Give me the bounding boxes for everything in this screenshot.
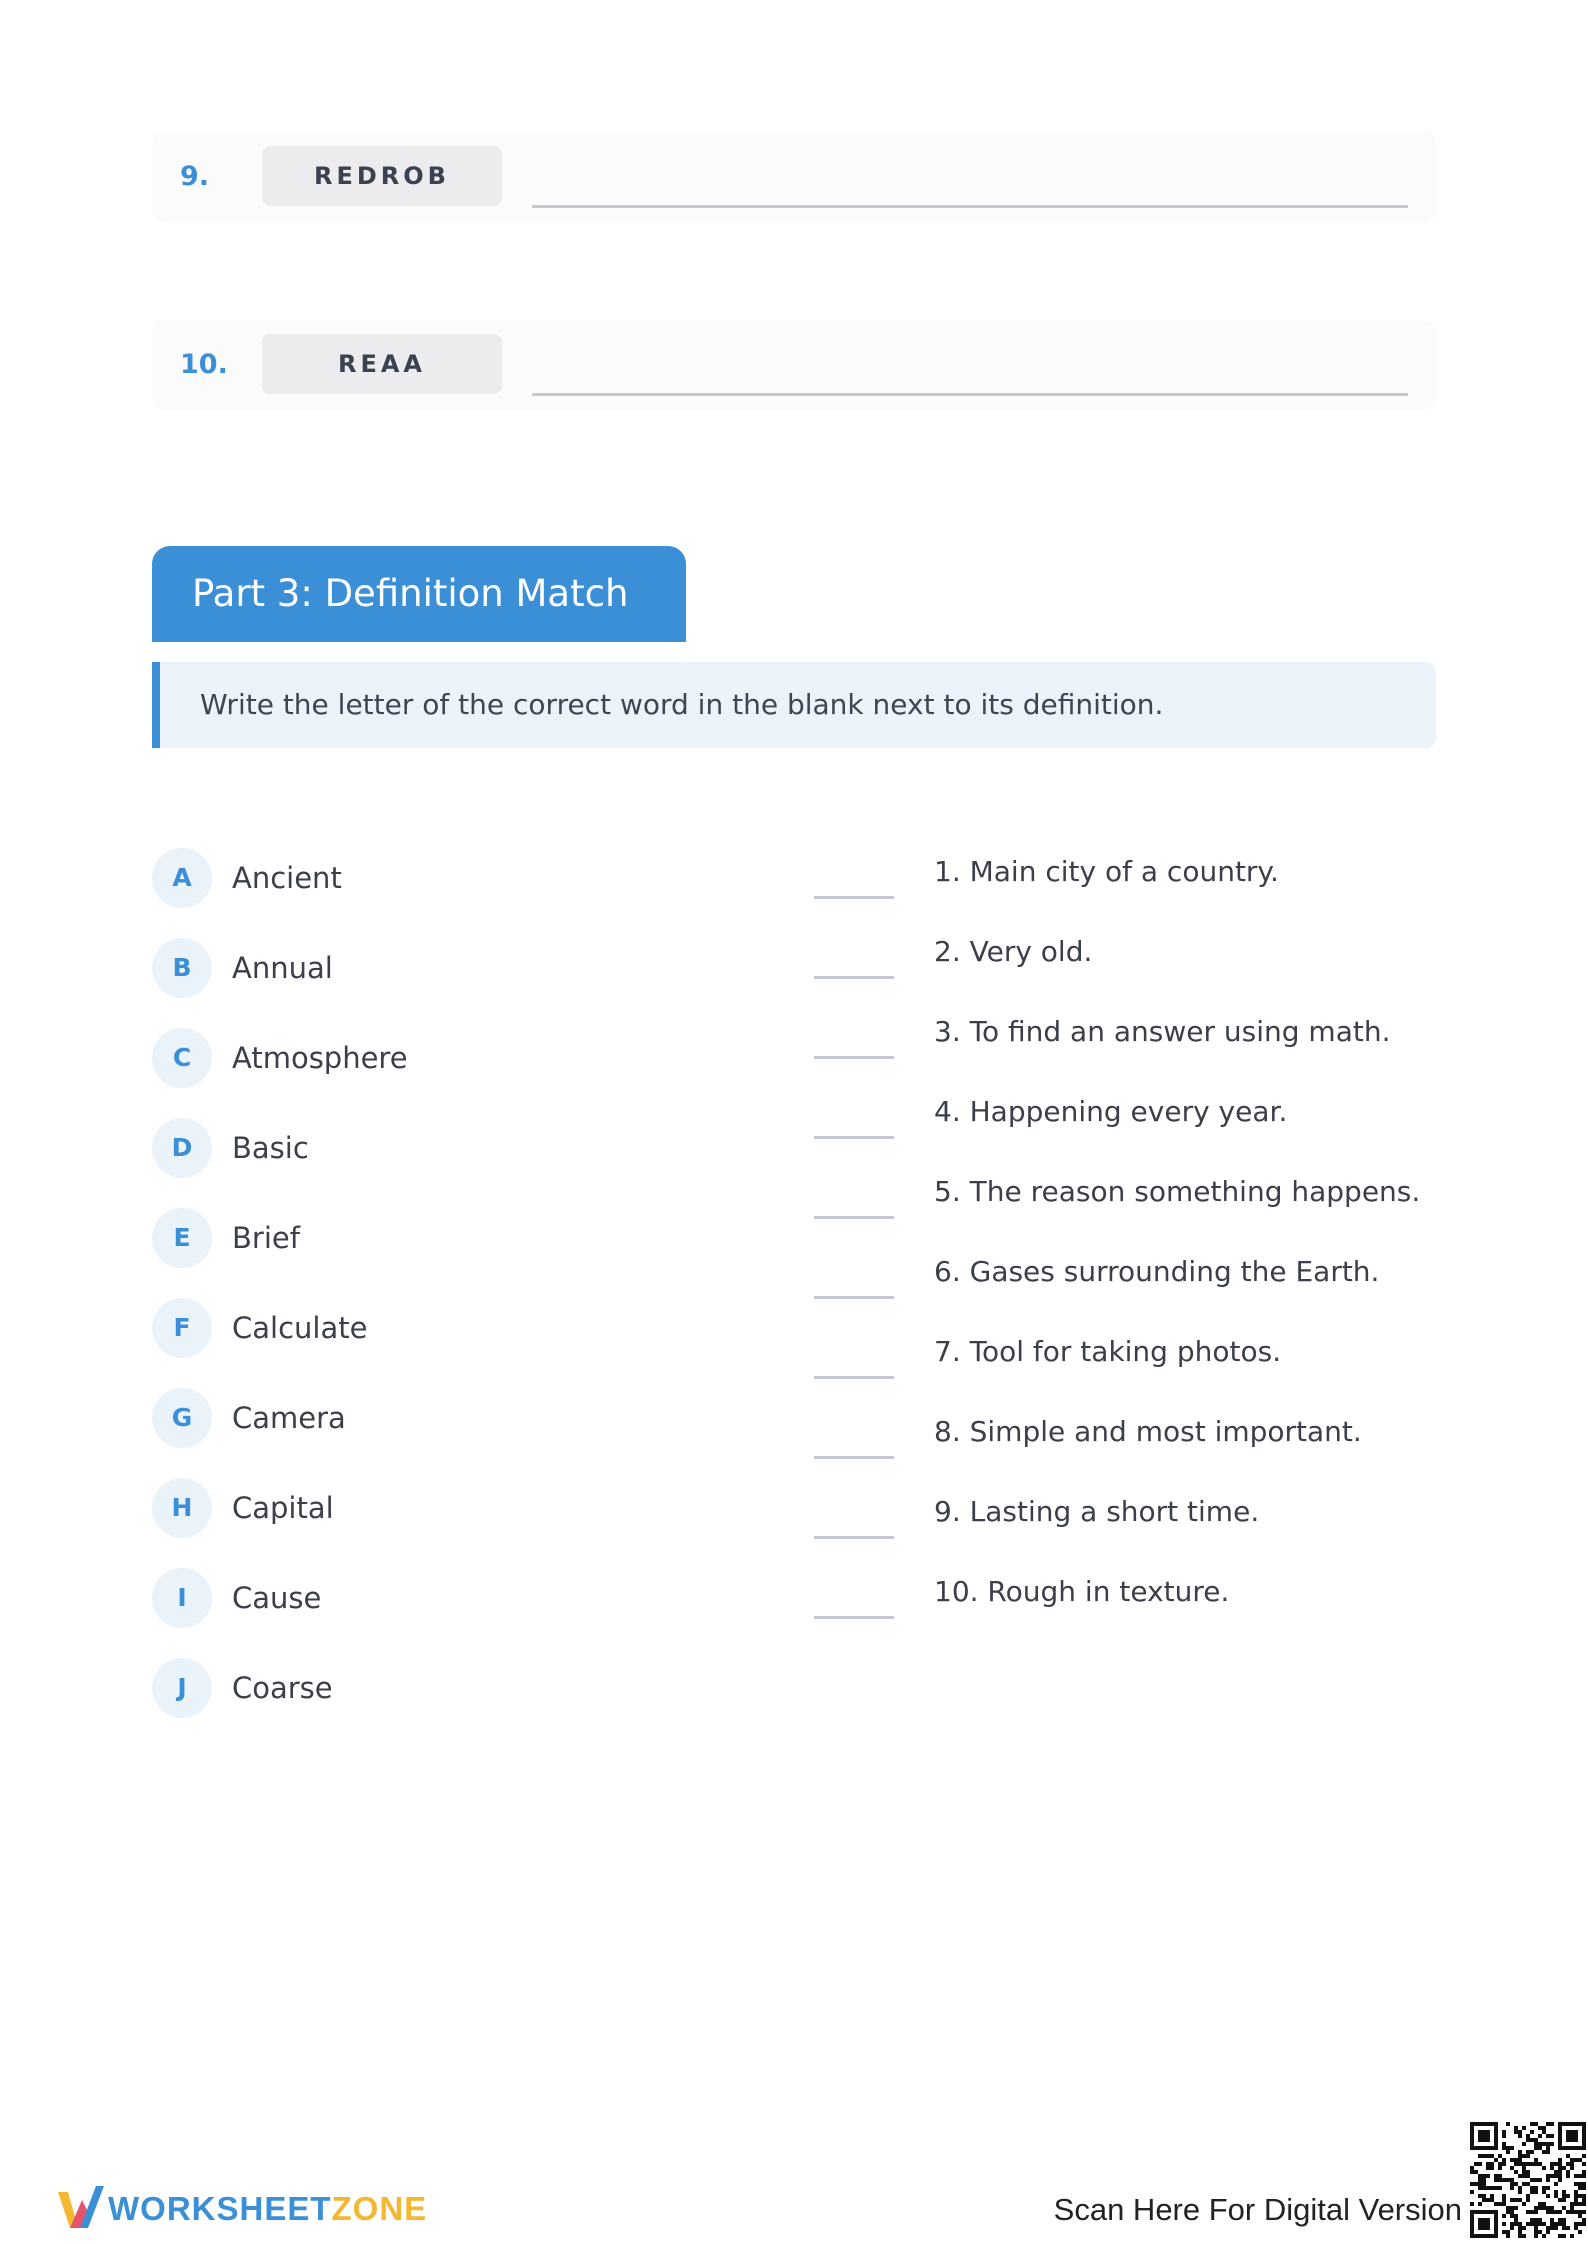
letter-badge: G bbox=[152, 1388, 212, 1448]
definition-text: 7. Tool for taking photos. bbox=[934, 1335, 1282, 1368]
definition-item bbox=[812, 1492, 1452, 1552]
word-item bbox=[152, 1478, 752, 1538]
definition-text: 2. Very old. bbox=[934, 935, 1093, 968]
definition-item bbox=[812, 1572, 1452, 1632]
word-label: Coarse bbox=[232, 1671, 333, 1705]
definition-item bbox=[812, 932, 1452, 992]
word-item bbox=[152, 1028, 752, 1088]
answer-blank[interactable] bbox=[814, 1456, 894, 1459]
definition-item bbox=[812, 1092, 1452, 1152]
answer-blank[interactable] bbox=[814, 1616, 894, 1619]
scramble-row-10 bbox=[152, 320, 1436, 410]
word-label: Annual bbox=[232, 951, 333, 985]
letter-badge: D bbox=[152, 1118, 212, 1178]
word-item bbox=[152, 1208, 752, 1268]
qr-code-icon[interactable] bbox=[1470, 2122, 1586, 2238]
scrambled-word: REAA bbox=[262, 334, 502, 394]
question-number: 9. bbox=[180, 161, 210, 192]
scramble-row-9 bbox=[152, 132, 1436, 222]
worksheetzone-logo bbox=[56, 2178, 476, 2240]
answer-blank[interactable] bbox=[814, 1216, 894, 1219]
answer-line[interactable] bbox=[532, 205, 1408, 208]
letter-badge: C bbox=[152, 1028, 212, 1088]
letter-badge: E bbox=[152, 1208, 212, 1268]
word-item bbox=[152, 1298, 752, 1358]
definition-text: 9. Lasting a short time. bbox=[934, 1495, 1260, 1528]
letter-badge: F bbox=[152, 1298, 212, 1358]
definition-item bbox=[812, 1252, 1452, 1312]
word-label: Capital bbox=[232, 1491, 334, 1525]
definition-item bbox=[812, 852, 1452, 912]
word-item bbox=[152, 1388, 752, 1448]
word-label: Brief bbox=[232, 1221, 300, 1255]
answer-blank[interactable] bbox=[814, 1136, 894, 1139]
word-item bbox=[152, 848, 752, 908]
definition-item bbox=[812, 1012, 1452, 1072]
definition-item bbox=[812, 1332, 1452, 1392]
answer-line[interactable] bbox=[532, 393, 1408, 396]
letter-badge: A bbox=[152, 848, 212, 908]
word-label: Camera bbox=[232, 1401, 346, 1435]
word-item bbox=[152, 1118, 752, 1178]
word-item bbox=[152, 1568, 752, 1628]
instruction-box: Write the letter of the correct word in the blank next to its definition. bbox=[152, 662, 1436, 748]
definition-text: 5. The reason something happens. bbox=[934, 1175, 1421, 1208]
definition-text: 4. Happening every year. bbox=[934, 1095, 1288, 1128]
definition-text: 8. Simple and most important. bbox=[934, 1415, 1362, 1448]
letter-badge: J bbox=[152, 1658, 212, 1718]
answer-blank[interactable] bbox=[814, 1296, 894, 1299]
definition-text: 6. Gases surrounding the Earth. bbox=[934, 1255, 1380, 1288]
word-item bbox=[152, 1658, 752, 1718]
logo-text: WORKSHEETZONE bbox=[108, 2190, 428, 2227]
answer-blank[interactable] bbox=[814, 976, 894, 979]
logo-w-icon bbox=[56, 2178, 104, 2234]
answer-blank[interactable] bbox=[814, 1376, 894, 1379]
scan-text: Scan Here For Digital Version bbox=[1053, 2192, 1462, 2227]
definition-text: 10. Rough in texture. bbox=[934, 1575, 1230, 1608]
definition-item bbox=[812, 1412, 1452, 1472]
word-label: Ancient bbox=[232, 861, 342, 895]
word-label: Calculate bbox=[232, 1311, 368, 1345]
definition-text: 3. To find an answer using math. bbox=[934, 1015, 1391, 1048]
part-3-title: Part 3: Definition Match bbox=[152, 546, 686, 642]
letter-badge: H bbox=[152, 1478, 212, 1538]
question-number: 10. bbox=[180, 349, 228, 380]
letter-badge: B bbox=[152, 938, 212, 998]
answer-blank[interactable] bbox=[814, 1056, 894, 1059]
definition-item bbox=[812, 1172, 1452, 1232]
word-label: Cause bbox=[232, 1581, 322, 1615]
word-label: Basic bbox=[232, 1131, 309, 1165]
answer-blank[interactable] bbox=[814, 896, 894, 899]
scrambled-word: REDROB bbox=[262, 146, 502, 206]
word-label: Atmosphere bbox=[232, 1041, 408, 1075]
answer-blank[interactable] bbox=[814, 1536, 894, 1539]
letter-badge: I bbox=[152, 1568, 212, 1628]
definition-text: 1. Main city of a country. bbox=[934, 855, 1279, 888]
word-item bbox=[152, 938, 752, 998]
